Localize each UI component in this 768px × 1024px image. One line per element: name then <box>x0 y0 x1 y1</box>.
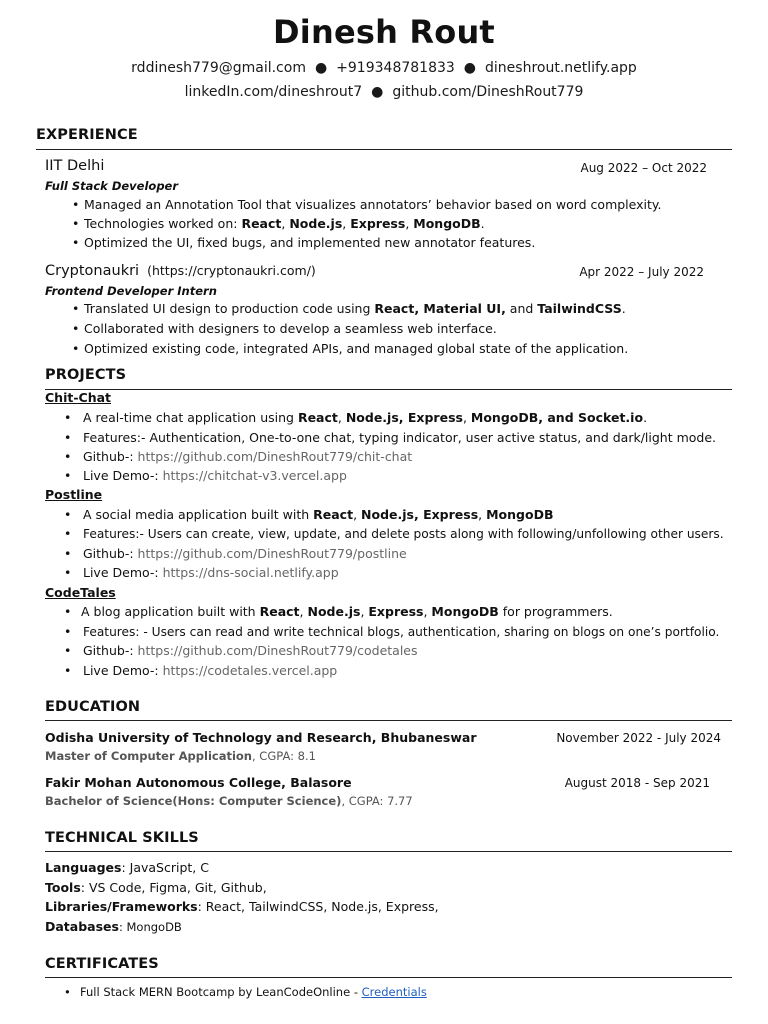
projects-heading: PROJECTS <box>45 367 127 383</box>
live-demo-link[interactable]: https://dns-social.netlify.app <box>162 565 339 580</box>
job-role: Frontend Developer Intern <box>45 284 217 298</box>
linkedin-link[interactable]: linkedIn.com/dineshrout7 <box>184 84 363 100</box>
job-dates: Aug 2022 – Oct 2022 <box>580 161 707 175</box>
list-item: • Collaborated with designers to develop a seamless web interface. <box>72 321 497 336</box>
github-repo-link[interactable]: https://github.com/DineshRout779/postline <box>137 546 407 561</box>
school-name: Odisha University of Technology and Research, Bhubaneswar <box>45 730 477 745</box>
list-item: • Features: - Users can read and write technical blogs, authentication, sharing on blogs on one’s portfolio. <box>64 624 720 639</box>
education-heading: EDUCATION <box>45 699 141 715</box>
projects-rule <box>45 389 732 390</box>
list-item: • A blog application built with React, Node.js, Express, MongoDB for programmers. <box>64 604 613 619</box>
list-item: • Optimized the UI, fixed bugs, and implemented new annotator features. <box>72 235 536 250</box>
github-repo-link[interactable]: https://github.com/DineshRout779/chit-chat <box>137 449 413 464</box>
certificates-rule <box>45 977 732 978</box>
education-dates: November 2022 - July 2024 <box>556 731 721 745</box>
contact-line-2 <box>0 84 768 100</box>
resume-name: Dinesh Rout <box>273 13 495 51</box>
skills-rule <box>45 851 732 852</box>
list-item: • A real-time chat application using React, Node.js, Express, MongoDB, and Socket.io. <box>64 410 648 425</box>
skill-row: Libraries/Frameworks: React, TailwindCSS, Node.js, Express, <box>45 899 439 914</box>
project-title-link[interactable]: CodeTales <box>45 585 116 600</box>
credentials-link[interactable]: Credentials <box>361 985 427 999</box>
list-item: • Managed an Annotation Tool that visualizes annotators’ behavior based on word complexity. <box>72 197 662 212</box>
separator-dot: ● <box>371 84 384 100</box>
live-demo-link[interactable]: https://codetales.vercel.app <box>162 663 338 678</box>
education-rule <box>45 720 732 721</box>
list-item: • Features:- Users can create, view, update, and delete posts along with following/unfollowing other users. <box>64 526 724 541</box>
education-dates: August 2018 - Sep 2021 <box>564 776 710 790</box>
list-item: • Live Demo-: https://dns-social.netlify.app <box>64 565 339 580</box>
list-item: • Full Stack MERN Bootcamp by LeanCodeOnline - Credentials <box>64 985 427 999</box>
list-item: • Live Demo-: https://chitchat-v3.vercel.app <box>64 468 347 483</box>
job-dates: Apr 2022 – July 2022 <box>579 265 704 279</box>
list-item: • Github-: https://github.com/DineshRout779/postline <box>64 546 407 561</box>
experience-heading: EXPERIENCE <box>36 127 138 143</box>
skill-row: Languages: JavaScript, C <box>45 860 209 875</box>
job-role: Full Stack Developer <box>45 179 179 193</box>
list-item: • Live Demo-: https://codetales.vercel.app <box>64 663 338 678</box>
live-demo-link[interactable]: https://chitchat-v3.vercel.app <box>162 468 347 483</box>
school-name: Fakir Mohan Autonomous College, Balasore <box>45 775 352 790</box>
company-url-link[interactable]: (https://cryptonaukri.com/) <box>147 263 316 278</box>
skills-heading: TECHNICAL SKILLS <box>45 830 199 846</box>
job-company: Cryptonaukri (https://cryptonaukri.com/) <box>45 263 316 279</box>
separator-dot: ● <box>463 60 477 76</box>
list-item: • Features:- Authentication, One-to-one chat, typing indicator, user active status, and dark/light mode. <box>64 430 717 445</box>
project-title-link[interactable]: Postline <box>45 487 103 502</box>
list-item: • Github-: https://github.com/DineshRout779/codetales <box>64 643 418 658</box>
certificates-heading: CERTIFICATES <box>45 956 159 972</box>
list-item: • Optimized existing code, integrated APIs, and managed global state of the application. <box>72 341 629 356</box>
contact-line-1 <box>0 60 768 76</box>
list-item: • A social media application built with React, Node.js, Express, MongoDB <box>64 507 554 522</box>
email-link[interactable]: rddinesh779@gmail.com <box>131 60 306 76</box>
degree-line: Master of Computer Application, CGPA: 8.1 <box>45 749 316 763</box>
list-item: • Github-: https://github.com/DineshRout779/chit-chat <box>64 449 413 464</box>
list-item: • Translated UI design to production code using React, Material UI, and TailwindCSS. <box>72 301 626 316</box>
skill-row: Databases: MongoDB <box>45 919 182 934</box>
phone-text: +919348781833 <box>336 60 455 76</box>
separator-dot: ● <box>314 60 328 76</box>
github-repo-link[interactable]: https://github.com/DineshRout779/codetales <box>137 643 418 658</box>
experience-rule <box>36 149 732 150</box>
skill-row: Tools: VS Code, Figma, Git, Github, <box>45 880 267 895</box>
website-link[interactable]: dineshrout.netlify.app <box>485 60 637 76</box>
project-title-link[interactable]: Chit-Chat <box>45 390 112 405</box>
list-item: • Technologies worked on: React, Node.js, Express, MongoDB. <box>72 216 485 231</box>
github-link[interactable]: github.com/DineshRout779 <box>392 84 584 100</box>
job-company: IIT Delhi <box>45 158 105 174</box>
degree-line: Bachelor of Science(Hons: Computer Science), CGPA: 7.77 <box>45 794 413 808</box>
